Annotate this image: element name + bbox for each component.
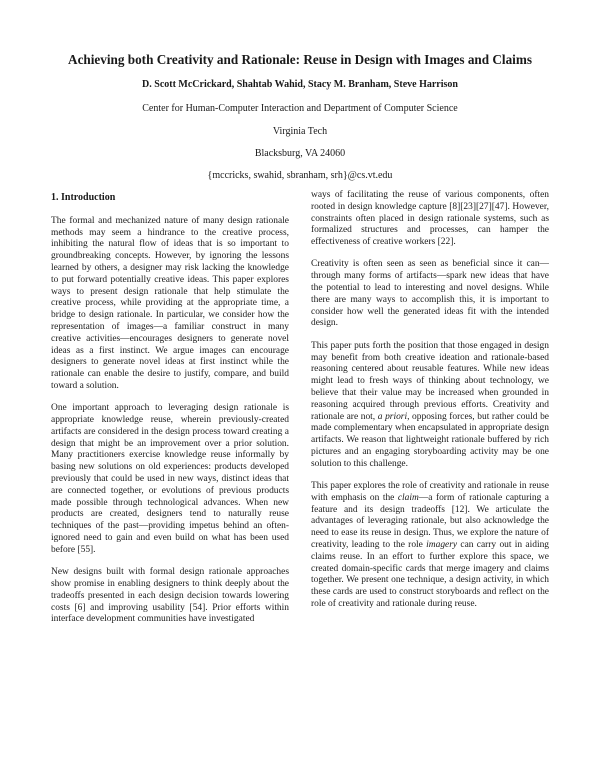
text-run: can carry out in aiding claims reuse. In an effort to further explore this space, we created domain-specific cards that merge imagery and claims together. We present one technique, a design activity, in which these cards are used to construct storyboards and reflect on the role of creativity and rationale during reuse.	[311, 540, 550, 609]
text-run: This paper explores the role of creativity and rationale in reuse with emphasis on the	[311, 481, 549, 503]
right-column	[311, 190, 549, 621]
author-list: D. Scott McCrickard, Shahtab Wahid, Stacy M. Branham, Steve Harrison	[142, 79, 458, 90]
affiliation-location: Blacksburg, VA 24060	[254, 148, 346, 159]
italic-term: claim	[397, 492, 419, 503]
paragraph	[311, 341, 549, 471]
paragraph	[311, 481, 549, 611]
author-emails: {mccricks, swahid, sbranham, srh}@cs.vt.edu	[207, 170, 393, 181]
text-run: , opposing forces, but rather could be made complementary when encapsulated in appropriate design artifacts. We reason that lightweight rationale buffered by rich pictures and an engaging storyboarding activity may be one solution to this challenge.	[311, 411, 549, 469]
paragraph: The formal and mechanized nature of many design rationale methods may seem a hindrance to the creative process, inhibiting the natural flow of ideas that is so important to groundbreaking concepts. However, by ignoring the lessons learned by others, a designer may risk lacking the knowledge to put forward potentially creative ideas. This paper explores ways to present design rationale that help stimulate the creative process, while providing at the appropriate time, a bridge to design rationale. In particular, we consider how the representation of images—a familiar construct in many creative activities—encourages designers to generate novel ideas as a first instinct. We argue images can encourage designers to generate novel ideas at first instinct while the rationale can enable the desire to justify, compare, and build toward a solution.	[51, 215, 289, 391]
paragraph: Creativity is often seen as seen as beneficial since it can—through many forms of artifacts—spark new ideas that have the potential to lead to interesting and novel designs. While there are many ways to accomplish this, it is important to consider how well the generated ideas fit with the intended design.	[311, 259, 549, 329]
text-run: This paper puts forth the position that those engaged in design may benefit from both creative ideation and rationale-based reasoning centered about reusable features. While new ideas might lead to fresh ways of thinking about technology, we believe that their value may be increased when grounded in reasoning acquired through previous efforts. Creativity and rationale are not,	[311, 340, 549, 422]
left-column	[51, 192, 289, 637]
affiliation-university: Virginia Tech	[272, 126, 328, 137]
affiliation-center: Center for Human-Computer Interaction and Department of Computer Science	[142, 103, 458, 114]
paper-title: Achieving both Creativity and Rationale: Reuse in Design with Images and Claims	[68, 52, 532, 67]
italic-term: imagery	[426, 540, 458, 551]
paragraph: New designs built with formal design rationale approaches show promise in enabling designers to think deeply about the tradeoffs presented in each design decision towards lowering costs [6] and improving usability [54]. Prior efforts within interface development communities have investigated	[51, 567, 289, 625]
text-run: —a form of rationale capturing a feature and its design tradeoffs [12]. We articulate the advantages of leveraging rationale, but also acknowledge the need to ease its reuse in design. Thus, we explore the nature of creativity, leading to the role	[311, 492, 549, 551]
paragraph: One important approach to leveraging design rationale is appropriate knowledge reuse, wherein previously-created artifacts are considered in the design process toward creating a design that might be an improvement over a prior solution. Many practitioners exercise knowledge reuse informally by basing new solutions on old experiences: products developed previously that could be used in new ways, distinct ideas that are connected together, or evolutions of previous products made possible through technological advances. When new products are created, designers tend to naturally reuse techniques of the past—providing impetus behind an often-ignored need to gain and even build on what has been used before [55].	[51, 403, 289, 555]
section-heading-introduction: 1. Introduction	[51, 192, 116, 203]
paragraph: ways of facilitating the reuse of various components, often rooted in design knowledge capture [8][23][27][47]. However, constraints often placed in design rationale systems, such as formalized structures and processes, can hamper the effectiveness of creative workers [22].	[311, 190, 549, 248]
italic-term: a priori	[377, 411, 408, 422]
